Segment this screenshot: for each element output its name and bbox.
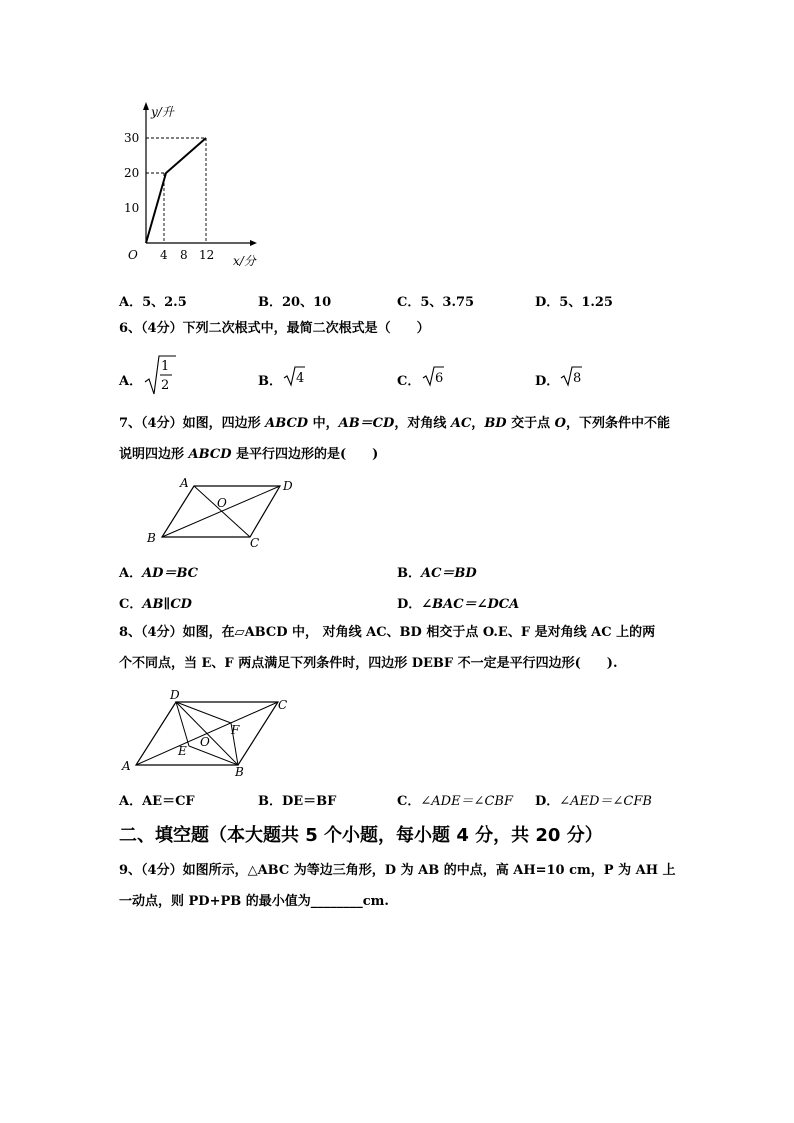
q7-stem-line2: 说明四边形 ABCD 是平行四边形的是( ) (119, 447, 379, 462)
radicand: 8 (573, 371, 582, 386)
data-line (146, 138, 206, 243)
center-label-o: O (200, 735, 210, 749)
q7-option-c: C．AB∥CD (119, 597, 192, 612)
point-label-f: F (231, 723, 240, 737)
q6-option-d-radical (559, 364, 583, 388)
radicand: 4 (296, 371, 305, 386)
x-axis-label: x/分 (233, 254, 256, 268)
vertex-label-b: B (235, 765, 244, 778)
q9-stem-line1: 9、（4分）如图所示，△ABC 为等边三角形，D 为 AB 的中点，高 AH=10 cm，P 为 AH 上 (119, 863, 676, 878)
x-tick-8: 8 (180, 248, 188, 262)
vertex-label-d: D (283, 479, 293, 493)
y-tick-20: 20 (124, 166, 140, 180)
q6-option-b-radical (282, 364, 306, 388)
y-tick-30: 30 (124, 131, 140, 145)
q8-option-c: C．∠ADE＝∠CBF (397, 794, 513, 809)
q7-option-a: A．AD＝BC (119, 566, 199, 581)
vertex-label-c: C (278, 698, 288, 712)
q7-parallelogram-figure (142, 473, 312, 553)
q8-stem-line2: 个不同点，当 E、F 两点满足下列条件时，四边形 DEBF 不一定是平行四边形( ). (119, 656, 618, 671)
q6-option-a-prefix: A． (119, 374, 143, 389)
q9-stem-line2: 一动点，则 PD+PB 的最小值为________cm. (119, 894, 389, 909)
q7-option-d: D．∠BAC＝∠DCA (397, 597, 520, 612)
radicand: 6 (435, 371, 444, 386)
q6-option-c-prefix: C． (397, 374, 421, 389)
x-tick-12: 12 (199, 248, 215, 262)
point-label-e: E (178, 744, 187, 758)
vertex-label-c: C (250, 536, 260, 550)
origin-label: O (128, 248, 138, 262)
y-tick-10: 10 (124, 201, 140, 215)
function-graph (110, 98, 280, 276)
vertex-label-a: A (180, 476, 189, 490)
vertex-label-d: D (170, 688, 180, 702)
q5-option-c: C．5、3.75 (397, 295, 475, 310)
q5-option-b: B．20、10 (258, 295, 332, 310)
y-axis-arrow (143, 102, 149, 110)
q7-option-b: B．AC＝BD (397, 566, 477, 581)
x-axis-arrow (250, 240, 257, 246)
q6-option-c-radical (421, 364, 445, 388)
q6-option-b-prefix: B． (258, 374, 282, 389)
fraction-denominator: 2 (161, 378, 170, 393)
q8-option-b: B．DE＝BF (258, 794, 337, 809)
section-heading: 二、填空题（本大题共 5 个小题，每小题 4 分，共 20 分） (119, 825, 603, 846)
q8-option-d: D．∠AED＝∠CFB (535, 794, 652, 809)
q6-stem: 6、（4分）下列二次根式中，最简二次根式是（ ） (119, 321, 430, 336)
q8-parallelogram-figure (118, 684, 298, 778)
y-axis-label: y/升 (151, 105, 174, 119)
fraction-numerator: 1 (161, 359, 170, 374)
diagonal-bd (162, 486, 280, 537)
q5-option-d: D．5、1.25 (535, 295, 613, 310)
vertex-label-a: A (122, 759, 131, 773)
q8-option-a: A．AE＝CF (119, 794, 195, 809)
q7-stem-line1: 7、（4分）如图，四边形 ABCD 中，AB＝CD，对角线 AC，BD 交于点 O，下列条件中不能 (119, 416, 670, 431)
q8-stem-line1: 8、（4分）如图，在▱ABCD 中， 对角线 AC、BD 相交于点 O.E、F 是对角线 AC 上的两 (119, 625, 656, 640)
answer-blank[interactable]: ________ (310, 894, 363, 909)
center-label-o: O (217, 496, 227, 510)
vertex-label-b: B (147, 531, 156, 545)
q6-option-a-radical (142, 352, 176, 398)
x-tick-4: 4 (160, 248, 168, 262)
q5-option-a: A．5、2.5 (119, 295, 187, 310)
q6-option-d-prefix: D． (535, 374, 560, 389)
